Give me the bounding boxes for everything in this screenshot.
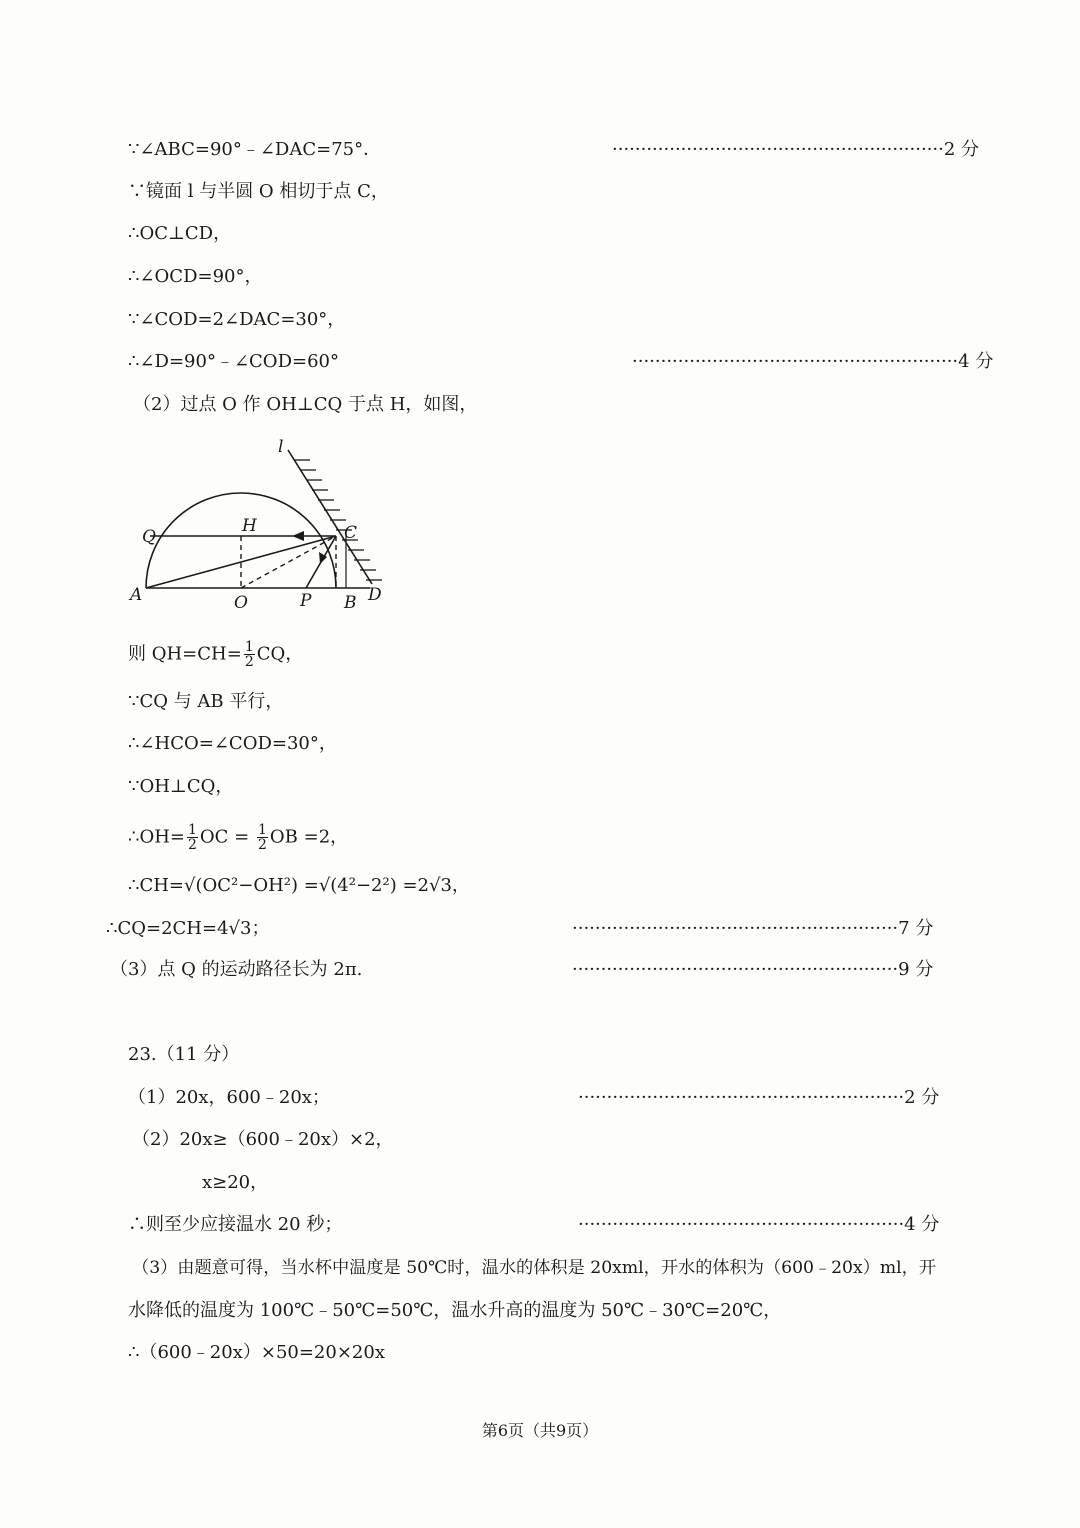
text-line-23: ∴（600﹣20x）×50=20×20x: [128, 1342, 385, 1363]
geometry-figure: [120, 432, 400, 617]
label-l: l: [278, 437, 284, 457]
oh-mid: OC =: [199, 826, 250, 848]
text-line-11: ∵OH⊥CQ，: [128, 776, 234, 797]
score-line-3: ·························································7 分: [572, 918, 934, 939]
text-line-17: （1）20x，600﹣20x；: [128, 1087, 330, 1108]
label-c: C: [344, 523, 358, 543]
text-line-10: ∴∠HCO=∠COD=30°，: [128, 733, 337, 754]
text-line-9: ∵CQ 与 AB 平行，: [128, 691, 284, 712]
arrow-cq: [292, 531, 304, 541]
text-line-8: [128, 640, 303, 669]
text-line-18: （2）20x≥（600﹣20x）×2，: [132, 1129, 394, 1150]
label-o: O: [234, 593, 248, 613]
text-line-4: ∴∠OCD=90°，: [128, 266, 263, 287]
label-b: B: [344, 593, 357, 613]
oh-suffix: OB =2，: [269, 826, 349, 848]
label-h: H: [242, 516, 257, 536]
label-d: D: [368, 585, 382, 605]
text-line-19: x≥20，: [202, 1172, 269, 1193]
page-footer: 第6页（共9页）: [481, 1421, 599, 1440]
fraction-half: $\frac{1}{2}$: [244, 639, 254, 670]
text-line-21: （3）由题意可得，当水杯中温度是 50℃时，温水的体积是 20xml，开水的体积为（600﹣20x）ml，开: [132, 1258, 937, 1278]
question-23-header: 23.（11 分）: [128, 1044, 240, 1065]
text-line-1: ∵∠ABC=90°﹣∠DAC=75°．: [128, 139, 382, 160]
text-line-6: ∴∠D=90°﹣∠COD=60°: [128, 351, 339, 372]
fraction-half-3: $\frac{1}{2}$: [258, 822, 267, 853]
label-a: A: [130, 585, 143, 605]
oh-prefix: ∴OH=: [128, 826, 185, 848]
fraction-half-2: $\frac{1}{2}$: [188, 822, 197, 853]
text-line-7: （2）过点 O 作 OH⊥CQ 于点 H，如图，: [133, 394, 478, 415]
qh-ch-suffix: CQ，: [256, 643, 304, 665]
text-line-14: ∴CQ=2CH=4√3；: [106, 918, 270, 939]
score-line-6: ·························································4 分: [578, 1214, 940, 1235]
text-line-3: ∴OC⊥CD，: [128, 223, 232, 244]
score-line-5: ·························································2 分: [578, 1087, 940, 1108]
text-line-2: ∵镜面 l 与半圆 O 相切于点 C，: [128, 181, 389, 202]
text-line-12: [128, 823, 348, 852]
score-line-4: ·························································9 分: [572, 959, 934, 980]
text-line-20: ∴则至少应接温水 20 秒；: [128, 1214, 343, 1235]
segment-ac: [146, 536, 336, 588]
text-line-22: 水降低的温度为 100℃﹣50℃=50℃，温水升高的温度为 50℃﹣30℃=20℃，: [128, 1300, 782, 1321]
text-line-15: （3）点 Q 的运动路径长为 2π.: [110, 959, 363, 980]
score-line-1: ··························································2 分: [612, 139, 980, 160]
text-line-13: ∴CH=√(OC²−OH²) =√(4²−2²) =2√3，: [128, 875, 470, 896]
label-p: P: [300, 591, 312, 611]
score-line-2: ·························································4 分: [632, 351, 994, 372]
label-q: Q: [142, 527, 156, 547]
text-line-5: ∵∠COD=2∠DAC=30°，: [128, 309, 346, 330]
qh-ch-prefix: 则 QH=CH=: [128, 643, 242, 665]
